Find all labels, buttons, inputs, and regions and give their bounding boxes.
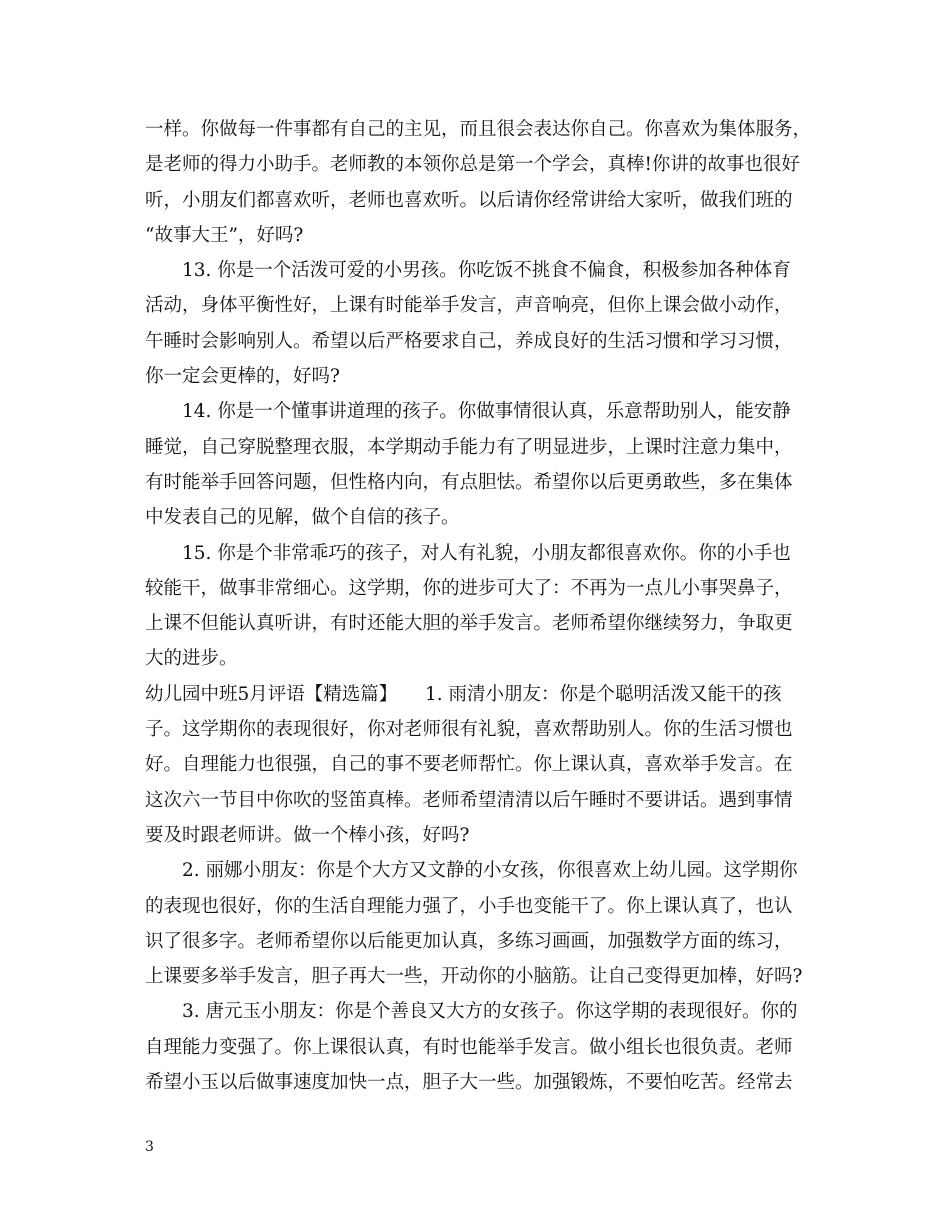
text-line: 有时能举手回答问题，但性格内向，有点胆怯。希望你以后更勇敢些，多在集体 [145, 471, 793, 493]
text-line: 中发表自己的见解，做个自信的孩子。 [145, 507, 460, 529]
text-line: 上课要多举手发言，胆子再大一些，开动你的小脑筋。让自己变得更加棒，好吗? [145, 966, 803, 988]
text-line: 活动，身体平衡性好，上课有时能举手发言，声音响亮，但你上课会做小动作， [145, 295, 793, 317]
text-line: 识了很多字。老师希望你以后能更加认真，多练习画画，加强数学方面的练习， [145, 930, 793, 952]
text-line: 听，小朋友们都喜欢听，老师也喜欢听。以后请你经常讲给大家听，做我们班的 [145, 189, 793, 211]
text-line: 睡觉，自己穿脱整理衣服，本学期动手能力有了明显进步，上课时注意力集中， [145, 436, 793, 458]
text-line: 上课不但能认真听讲，有时还能大胆的举手发言。老师希望你继续努力，争取更 [145, 613, 793, 635]
paragraph-14-start: 14. 你是一个懂事讲道理的孩子。你做事情很认真，乐意帮助别人，能安静 [182, 401, 791, 423]
text-line: 你一定会更棒的，好吗? [145, 366, 340, 388]
page-number: 3 [145, 1139, 154, 1155]
text-line: 大的进步。 [145, 648, 238, 670]
paragraph-3-start: 3. 唐元玉小朋友：你是个善良又大方的女孩子。你这学期的表现很好。你的 [182, 1001, 798, 1023]
text-line: 这次六一节目中你吹的竖笛真棒。老师希望清清以后午睡时不要讲话。遇到事情 [145, 789, 793, 811]
text-line: 要及时跟老师讲。做一个棒小孩，好吗? [145, 824, 470, 846]
section-heading-line: 幼儿园中班5月评语【精选篇】 1. 雨清小朋友：你是个聪明活泼又能干的孩 [145, 683, 782, 705]
paragraph-2-start: 2. 丽娜小朋友：你是个大方又文静的小女孩，你很喜欢上幼儿园。这学期你 [182, 860, 798, 882]
text-line: 午睡时会影响别人。希望以后严格要求自己，养成良好的生活习惯和学习习惯， [145, 330, 793, 352]
text-line: 好。自理能力也很强，自己的事不要老师帮忙。你上课认真，喜欢举手发言。在 [145, 754, 793, 776]
text-line: 希望小玉以后做事速度加快一点，胆子大一些。加强锻炼，不要怕吃苦。经常去 [145, 1072, 793, 1094]
text-line: 的表现也很好，你的生活自理能力强了，小手也变能干了。你上课认真了，也认 [145, 895, 793, 917]
paragraph-13-start: 13. 你是一个活泼可爱的小男孩。你吃饭不挑食不偏食，积极参加各种体育 [182, 260, 791, 282]
paragraph-15-start: 15. 你是个非常乖巧的孩子，对人有礼貌，小朋友都很喜欢你。你的小手也 [182, 542, 791, 564]
text-line: 一样。你做每一件事都有自己的主见，而且很会表达你自己。你喜欢为集体服务， [145, 119, 812, 140]
text-line: “故事大王”，好吗? [145, 224, 304, 246]
body-text [145, 112, 825, 1100]
text-line: 自理能力变强了。你上课很认真，有时也能举手发言。做小组长也很负责。老师 [145, 1036, 793, 1058]
text-line: 子。这学期你的表现很好，你对老师很有礼貌，喜欢帮助别人。你的生活习惯也 [145, 719, 793, 741]
text-line: 较能干，做事非常细心。这学期，你的进步可大了：不再为一点儿小事哭鼻子， [145, 577, 793, 599]
text-line: 是老师的得力小助手。老师教的本领你总是第一个学会，真棒!你讲的故事也很好 [145, 154, 800, 176]
